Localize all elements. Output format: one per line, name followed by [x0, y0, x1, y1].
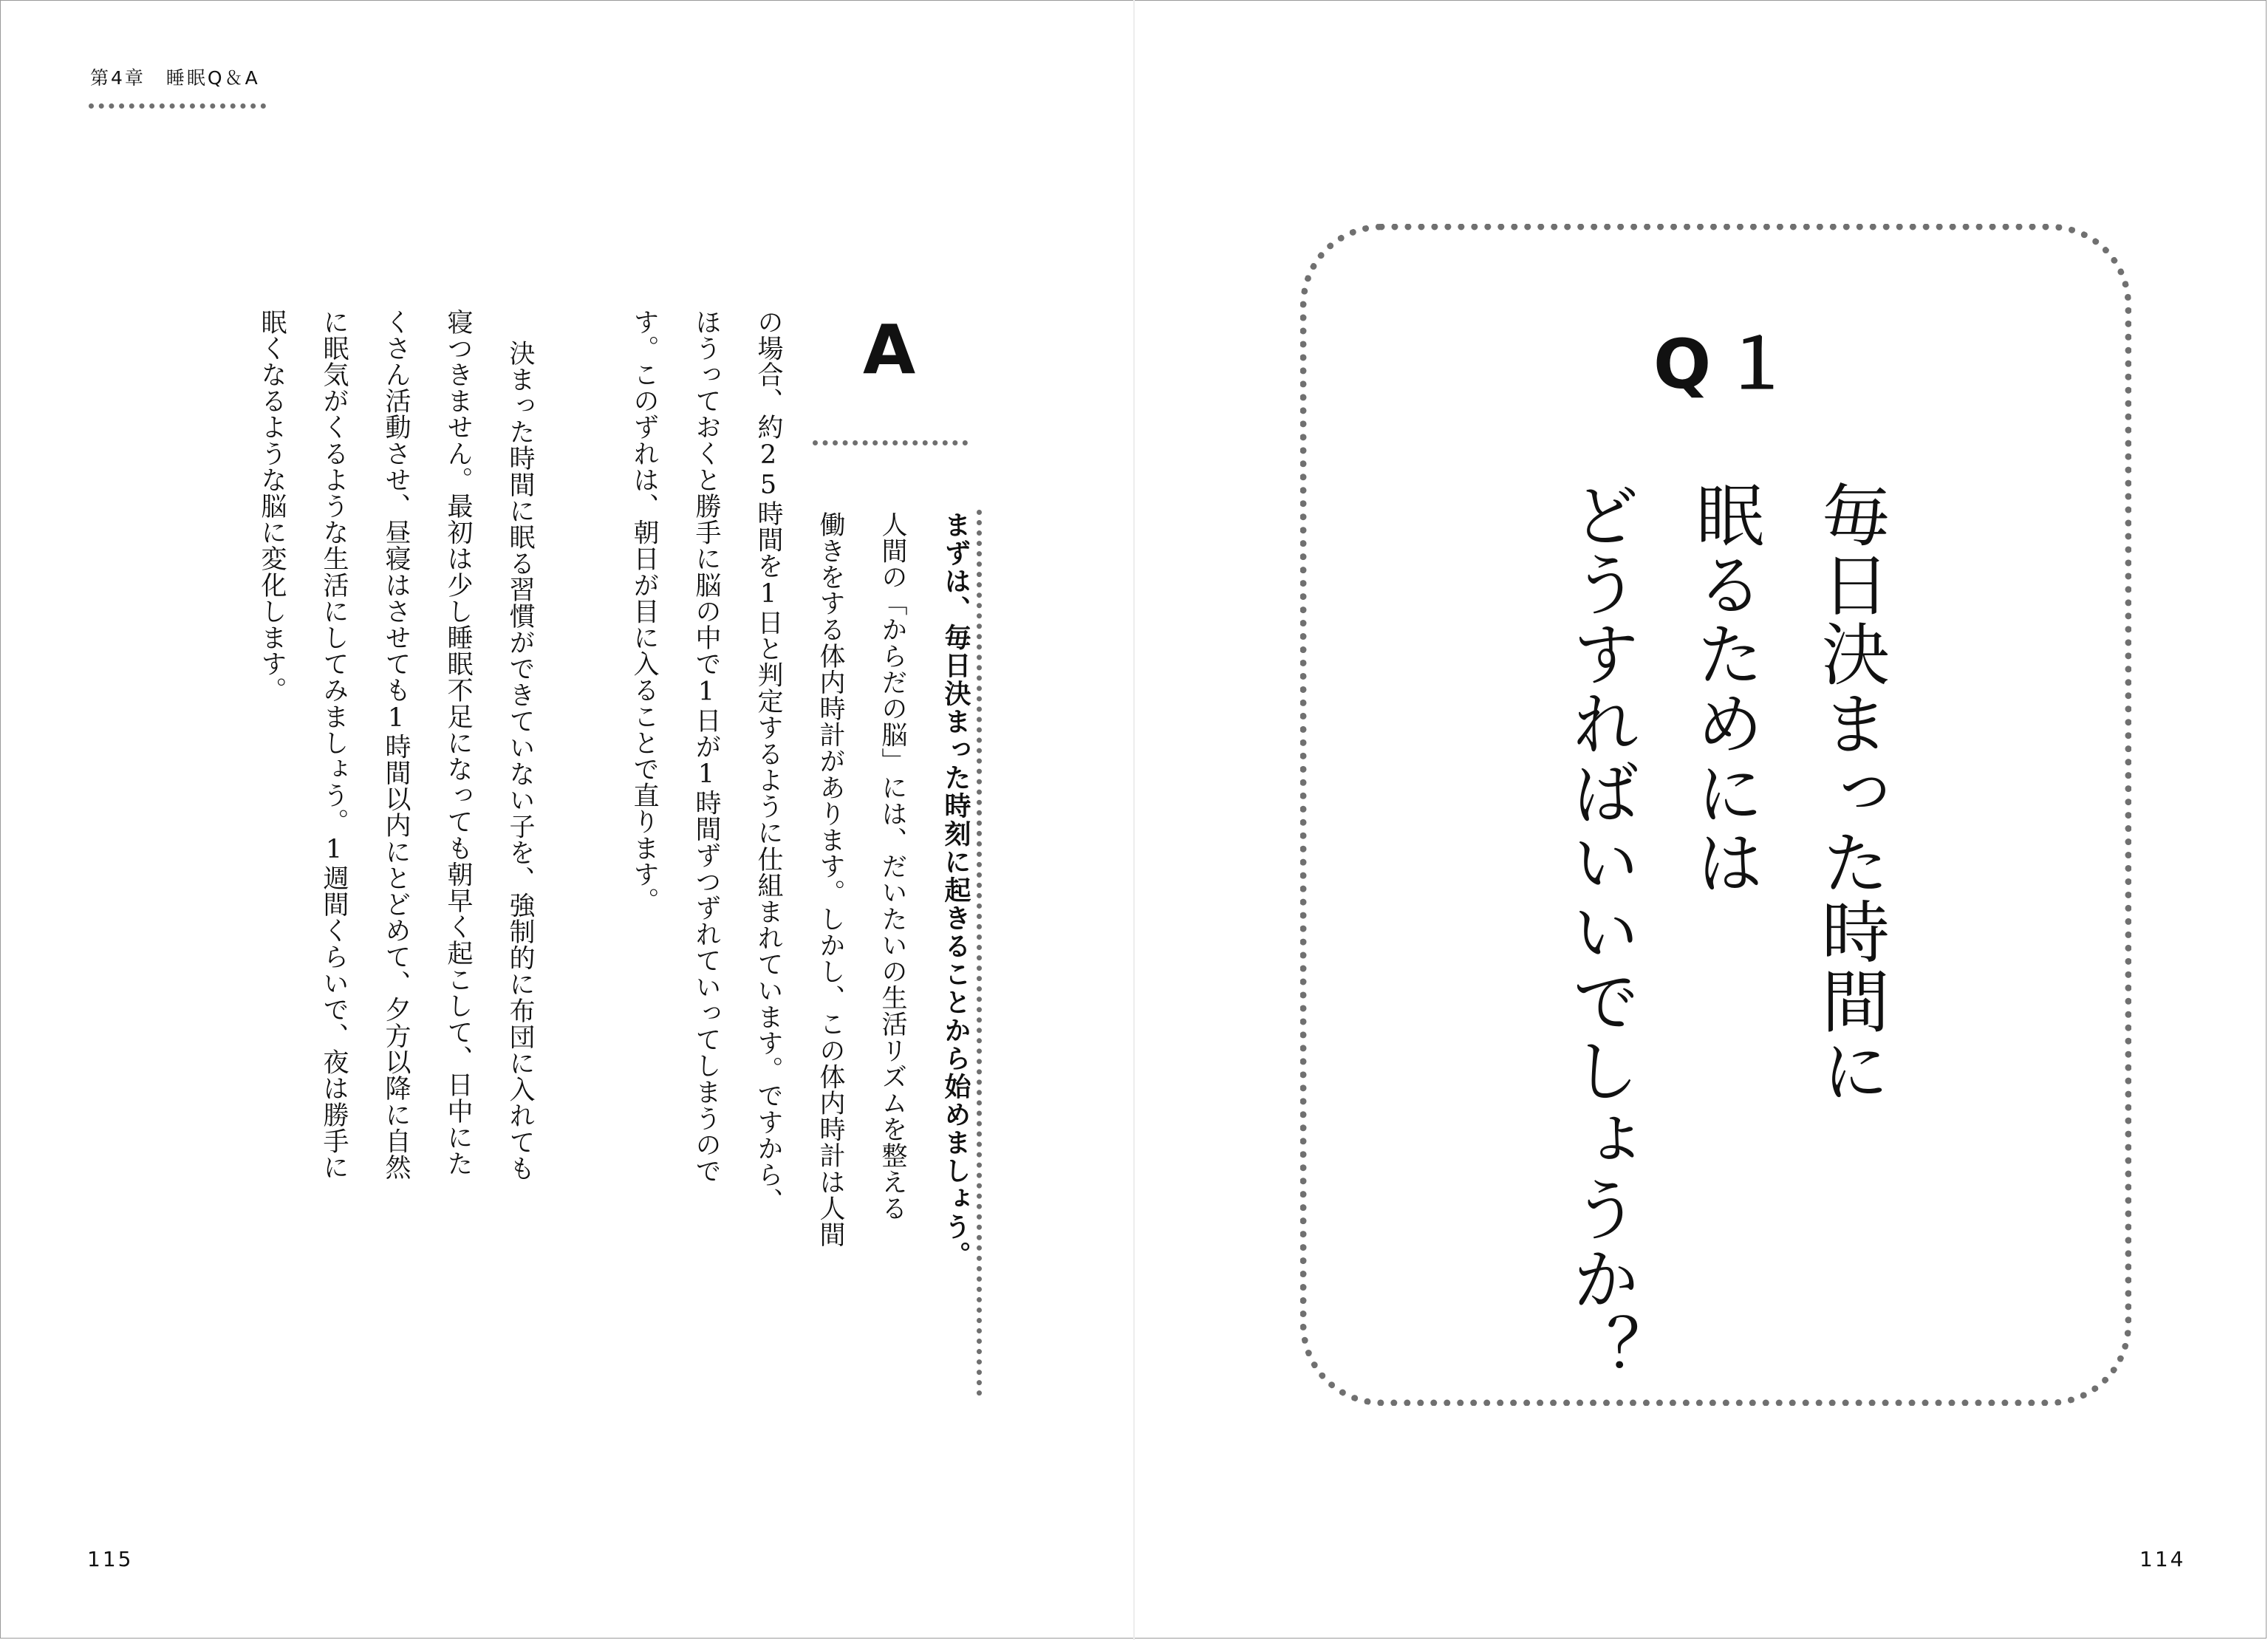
body-line: 人間の「からだの脳」には、だいたいの生活リズムを整える	[878, 511, 907, 1222]
body-line: 働きをする体内時計があります。しかし、この体内時計は人間	[816, 511, 845, 1248]
page-number-right: 114	[2139, 1547, 2186, 1571]
body-line: の場合、約25時間を1日と判定するように仕組まれています。ですから、	[754, 309, 783, 1214]
question-line-3: どうすればいいでしょうか？	[1561, 480, 1640, 1383]
answer-divider	[813, 440, 968, 445]
header-divider	[89, 103, 266, 109]
body-line: す。このずれは、朝日が目に入ることで直ります。	[629, 309, 659, 914]
book-gutter	[1133, 0, 1135, 1640]
body-line: ほうっておくと勝手に脳の中で1日が1時間ずつずれていってしまうので	[691, 309, 721, 1184]
chapter-title: 第4章 睡眠Q＆A	[90, 67, 260, 89]
body-line: くさん活動させ、昼寝はさせても1時間以内にとどめて、夕方以降に自然	[381, 309, 411, 1181]
page-number-left: 115	[87, 1547, 134, 1571]
body-line: 決まった時間に眠る習慣ができていない子を、強制的に布団に入れても	[505, 340, 535, 1182]
question-line-2: 眠るためには	[1685, 480, 1764, 897]
body-line: に眠気がくるような生活にしてみましょう。1週間くらいで、夜は勝手に	[319, 309, 349, 1181]
question-label: Q１	[1653, 325, 1803, 404]
body-line: 眠くなるような脳に変化します。	[257, 309, 287, 703]
answer-summary: まずは、毎日決まった時刻に起きることから始めましょう。	[940, 511, 971, 1269]
answer-label: A	[863, 310, 916, 389]
question-line-1: 毎日決まった時間に	[1811, 480, 1890, 1105]
answer-summary-underline	[977, 510, 982, 1396]
body-line: 寝つきません。最初は少し睡眠不足になっても朝早く起こして、日中にた	[443, 309, 473, 1177]
